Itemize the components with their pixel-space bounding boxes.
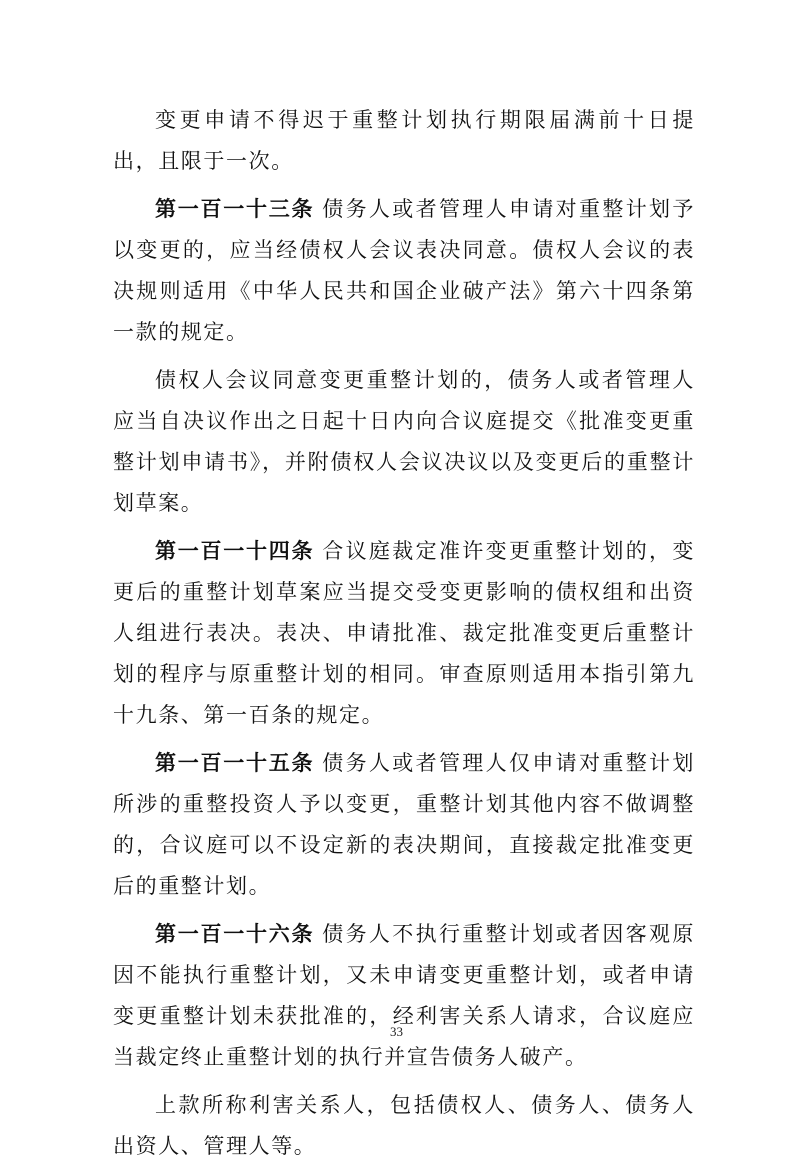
article-heading: 第一百一十五条 (155, 751, 315, 775)
article-heading: 第一百一十四条 (155, 539, 315, 563)
paragraph-text: 合议庭裁定准许变更重整计划的，变更后的重整计划草案应当提交受变更影响的债权组和出资人组进行表决。表决、申请批准、裁定批准变更后重整计划的程序与原重整计划的相同。审查原则适用本指引第九十九条、第一百条的规定。 (113, 539, 695, 727)
paragraph-interested-parties (113, 1085, 695, 1167)
paragraph-article-115 (113, 743, 695, 907)
paragraph-text: 债务人或者管理人申请对重整计划予以变更的，应当经债权人会议表决同意。债权人会议的表决规则适用《中华人民共和国企业破产法》第六十四条第一款的规定。 (113, 197, 695, 344)
article-heading: 第一百一十六条 (155, 922, 315, 946)
paragraph-text: 债务人不执行重整计划或者因客观原因不能执行重整计划，又未申请变更重整计划，或者申请变更重整计划未获批准的，经利害关系人请求，合议庭应当裁定终止重整计划的执行并宣告债务人破产。 (113, 922, 695, 1069)
paragraph-article-114 (113, 531, 695, 736)
page-number: 33 (390, 1024, 403, 1039)
paragraph-article-113 (113, 189, 695, 353)
paragraph-change-deadline (113, 100, 695, 182)
paragraph-text: 债务人或者管理人仅申请对重整计划所涉的重整投资人予以变更，重整计划其他内容不做调整的，合议庭可以不设定新的表决期间，直接裁定批准变更后的重整计划。 (113, 751, 695, 898)
document-body (113, 100, 695, 1174)
paragraph-text: 上款所称利害关系人，包括债权人、债务人、债务人出资人、管理人等。 (113, 1093, 695, 1158)
paragraph-text: 债权人会议同意变更重整计划的，债务人或者管理人应当自决议作出之日起十日内向合议庭提交《批准变更重整计划申请书》，并附债权人会议决议以及变更后的重整计划草案。 (113, 368, 695, 515)
article-heading: 第一百一十三条 (155, 197, 315, 221)
paragraph-article-116 (113, 914, 695, 1078)
paragraph-text: 变更申请不得迟于重整计划执行期限届满前十日提出，且限于一次。 (113, 108, 695, 173)
paragraph-creditors-meeting-consent (113, 360, 695, 524)
